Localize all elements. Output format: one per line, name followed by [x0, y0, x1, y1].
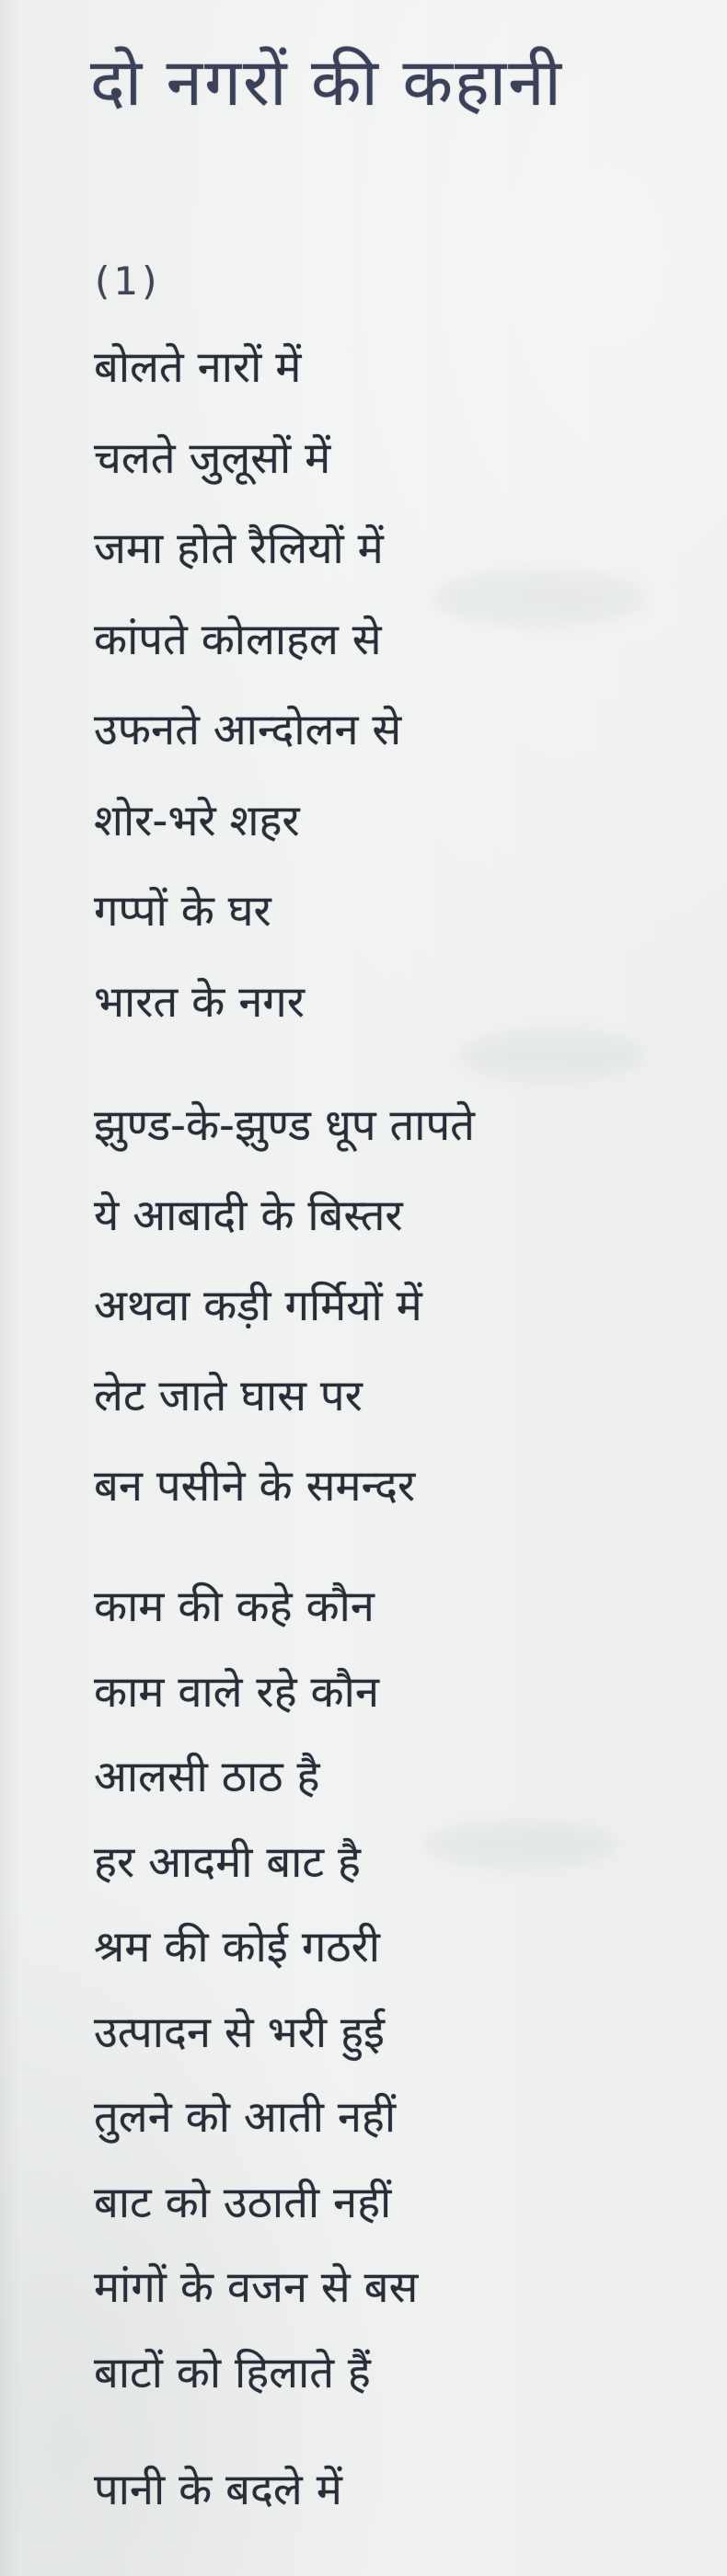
- poem-line: चलते जुलूसों में: [94, 432, 331, 484]
- bleedthrough-smudge: [433, 570, 644, 626]
- bleedthrough-smudge: [423, 1822, 617, 1868]
- stanza-1: [94, 323, 401, 1048]
- poem-line: बाट को उठाती नहीं: [94, 2177, 392, 2228]
- stanza-2: [94, 1081, 475, 1532]
- poem-line: बाटों को हिलाते हैं: [94, 2347, 371, 2398]
- poem-line: उफनते आन्दोलन से: [94, 705, 402, 755]
- poem-line: बोलते नारों में: [94, 342, 302, 393]
- poem-line: मांगों के वजन से बस: [94, 2262, 419, 2313]
- poem-line: हर आदमी बाट है: [94, 1836, 361, 1888]
- poem-line: श्रम की कोई गठरी: [94, 1922, 380, 1972]
- poem-line: उत्पादन से भरी हुई: [94, 2007, 386, 2058]
- poem-line: लेट जाते घास पर: [94, 1371, 363, 1421]
- poem-line: अथवा कड़ी गर्मियों में: [94, 1281, 422, 1331]
- poem-line: कांपते कोलाहल से: [94, 614, 382, 665]
- section-number: (1): [95, 259, 161, 304]
- poem-line: तुलने को आती नहीं: [94, 2092, 397, 2143]
- stanza-4: [94, 2448, 342, 2534]
- poem-line: पानी के बदले में: [94, 2465, 342, 2515]
- poem-line: ये आबादी के बिस्तर: [94, 1190, 403, 1241]
- stanza-3: [94, 1565, 418, 2416]
- poem-line: काम वाले रहे कौन: [94, 1666, 379, 1718]
- poem-line: शोर-भरे शहर: [94, 795, 300, 846]
- poem-line: बन पसीने के समन्दर: [94, 1461, 416, 1512]
- poem-line: जमा होते रैलियों में: [94, 523, 384, 574]
- poem-line: झुण्ड-के-झुण्ड धूप तापते: [94, 1100, 475, 1151]
- poem-line: भारत के नगर: [94, 976, 305, 1028]
- poem-line: आलसी ठाठ है: [94, 1752, 320, 1802]
- bleedthrough-smudge: [460, 1030, 644, 1081]
- poem-line: गप्पों के घर: [94, 886, 271, 937]
- poem-title: दो नगरों की कहानी: [90, 44, 563, 121]
- poem-line: काम की कहे कौन: [94, 1581, 375, 1632]
